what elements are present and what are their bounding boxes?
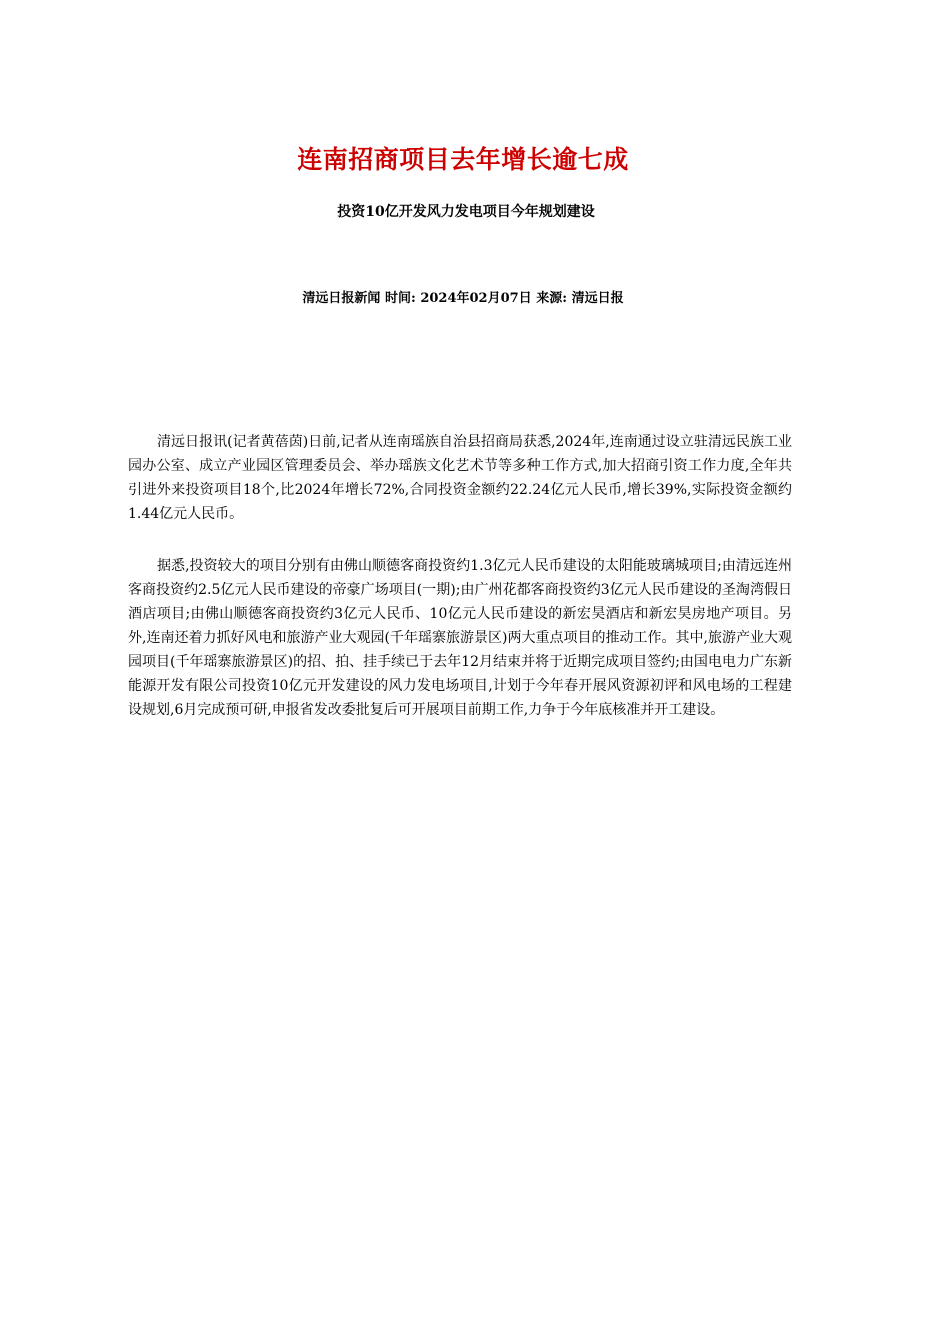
- article-headline: 连南招商项目去年增长逾七成: [297, 145, 629, 174]
- meta-publisher: 清远日报新闻: [302, 291, 381, 306]
- meta-time-label: 时间:: [384, 291, 416, 306]
- article-subtitle: 投资10亿开发风力发电项目今年规划建设: [337, 204, 595, 220]
- meta-source: 清远日报: [571, 291, 624, 306]
- meta-date: 2024年02月07日: [420, 291, 532, 306]
- article-paragraph: 据悉,投资较大的项目分别有由佛山顺德客商投资约1.3亿元人民币建设的太阳能玻璃城项目;由清远连州客商投资约2.5亿元人民币建设的帝豪广场项目(一期);由广州花都客商投资约3亿元人民币建设的圣淘湾假日酒店项目;由佛山顺德客商投资约3亿元人民币、10亿元人民币建设的新宏昊酒店和新宏昊房地产项目。另外,连南还着力抓好风电和旅游产业大观园(千年瑶寨旅游景区)两大重点项目的推动工作。其中,旅游产业大观园项目(千年瑶寨旅游景区)的招、拍、挂手续已于去年12月结束并将于近期完成项目签约;由国电电力广东新能源开发有限公司投资10亿元开发建设的风力发电场项目,计划于今年春开展风资源初评和风电场的工程建设规划,6月完成预可研,申报省发改委批复后可开展项目前期工作,力争于今年底核准并开工建设。: [128, 558, 792, 718]
- article-paragraph: 清远日报讯(记者黄蓓茵)日前,记者从连南瑶族自治县招商局获悉,2024年,连南通过设立驻清远民族工业园办公室、成立产业园区管理委员会、举办瑶族文化艺术节等多种工作方式,加大招商引资工作力度,全年共引进外来投资项目18个,比2024年增长72%,合同投资金额约22.24亿元人民币,增长39%,实际投资金额约1.44亿元人民币。: [128, 434, 792, 522]
- meta-source-label: 来源:: [536, 291, 568, 306]
- article-meta: [0, 287, 926, 306]
